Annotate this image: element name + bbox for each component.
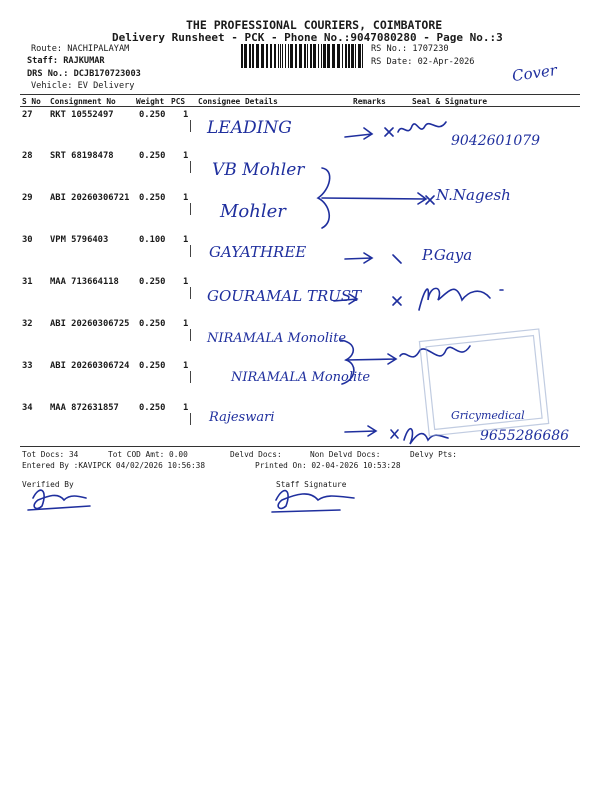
row-sno: 32 bbox=[22, 319, 33, 329]
consignee-hand-29: Mohler bbox=[220, 201, 286, 222]
entered-by: Entered By :KAVIPCK 04/02/2026 10:56:38 bbox=[22, 461, 206, 470]
runsheet-title: Delivery Runsheet - PCK - Phone No.:9047080280 - Page No.:3 bbox=[112, 31, 503, 44]
row-pcs: 1 bbox=[183, 235, 189, 245]
seal-note-34-top: Gricymedical bbox=[451, 409, 525, 422]
row-consignment: RKT 10552497 bbox=[50, 110, 114, 120]
staff-label: Staff: RAJKUMAR bbox=[27, 56, 105, 66]
vehicle-label: Vehicle: EV Delivery bbox=[31, 81, 135, 91]
delvd-docs: Delvd Docs: bbox=[230, 450, 282, 459]
row-weight: 0.250 bbox=[139, 151, 166, 161]
row-sno: 34 bbox=[22, 403, 33, 413]
row-consignment: ABI 20260306724 bbox=[50, 361, 130, 371]
printed-on: Printed On: 02-04-2026 10:53:28 bbox=[255, 461, 401, 470]
col-sno: S No bbox=[22, 97, 41, 106]
footer-rule bbox=[20, 446, 580, 447]
row-weight: 0.250 bbox=[139, 319, 166, 329]
company-title: THE PROFESSIONAL COURIERS, COIMBATORE bbox=[186, 18, 443, 32]
consignee-hand-34: Rajeswari bbox=[209, 410, 275, 425]
verified-by-label: Verified By bbox=[22, 480, 74, 489]
row-sno: 33 bbox=[22, 361, 33, 371]
row-weight: 0.250 bbox=[139, 403, 166, 413]
consignee-hand-31-text: GOURAMAL TRUST bbox=[207, 287, 362, 305]
row-sno: 28 bbox=[22, 151, 33, 161]
tot-docs: Tot Docs: 34 bbox=[22, 450, 79, 459]
consignee-hand-27: LEADING bbox=[207, 118, 292, 138]
row-sno: 30 bbox=[22, 235, 33, 245]
col-remarks: Remarks bbox=[353, 97, 386, 106]
row-weight: 0.250 bbox=[139, 110, 166, 120]
seal-phone-27: 9042601079 bbox=[451, 133, 541, 149]
staff-signature-label: Staff Signature bbox=[276, 480, 347, 489]
rs-number: RS No.: 1707230 bbox=[371, 44, 449, 54]
row-sno: 31 bbox=[22, 277, 33, 287]
consignee-hand-28: VB Mohler bbox=[212, 160, 305, 180]
row-sno: 27 bbox=[22, 110, 33, 120]
tot-cod-amt: Tot COD Amt: 0.00 bbox=[108, 450, 188, 459]
row-sno: 29 bbox=[22, 193, 33, 203]
row-pcs: 1 bbox=[183, 361, 189, 371]
route-label: Route: NACHIPALAYAM bbox=[31, 44, 130, 54]
row-consignment: ABI 20260306721 bbox=[50, 193, 130, 203]
col-weight: Weight bbox=[136, 97, 165, 106]
row-pcs: 1 bbox=[183, 403, 189, 413]
row-consignment: SRT 68198478 bbox=[50, 151, 114, 161]
col-consignment: Consignment No bbox=[50, 97, 116, 106]
drs-label: DRS No.: DCJB170723003 bbox=[27, 69, 141, 79]
row-weight: 0.100 bbox=[139, 235, 166, 245]
seal-name-30: P.Gaya bbox=[422, 246, 473, 264]
row-pcs: 1 bbox=[183, 319, 189, 329]
seal-name-29: N.Nagesh bbox=[436, 186, 511, 204]
row-consignment: ABI 20260306725 bbox=[50, 319, 130, 329]
col-consignee: Consignee Details bbox=[198, 97, 278, 106]
consignee-hand-33: NIRAMALA Monolite bbox=[231, 370, 371, 385]
row-consignment: VPM 5796403 bbox=[50, 235, 109, 245]
row-consignment: MAA 713664118 bbox=[50, 277, 119, 287]
row-pcs: 1 bbox=[183, 110, 189, 120]
row-pcs: 1 bbox=[183, 193, 189, 203]
row-pcs: 1 bbox=[183, 151, 189, 161]
rs-date: RS Date: 02-Apr-2026 bbox=[371, 57, 475, 67]
seal-phone-34: 9655286686 bbox=[480, 428, 570, 444]
consignee-hand-30: GAYATHREE bbox=[209, 243, 307, 261]
col-seal: Seal & Signature bbox=[412, 97, 488, 106]
row-weight: 0.250 bbox=[139, 361, 166, 371]
delvy-pts: Delvy Pts: bbox=[410, 450, 457, 459]
handwritten-cover-note: Cover bbox=[510, 60, 559, 86]
consignee-hand-32: NIRAMALA Monolite bbox=[207, 331, 347, 346]
row-pcs: 1 bbox=[183, 277, 189, 287]
non-delvd-docs: Non Delvd Docs: bbox=[310, 450, 381, 459]
col-pcs: PCS bbox=[171, 97, 186, 106]
row-weight: 0.250 bbox=[139, 277, 166, 287]
row-consignment: MAA 872631857 bbox=[50, 403, 119, 413]
row-weight: 0.250 bbox=[139, 193, 166, 203]
